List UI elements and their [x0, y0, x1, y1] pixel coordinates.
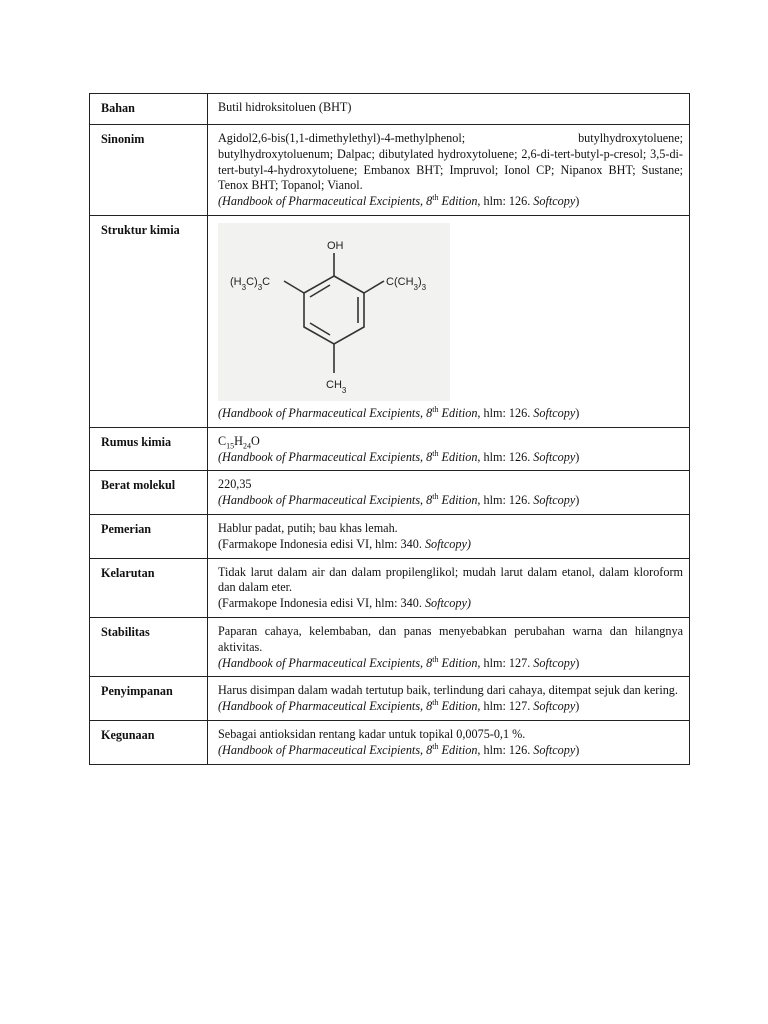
table-row [90, 125, 690, 216]
row-value [208, 720, 690, 764]
chemical-structure-image [218, 223, 450, 401]
benzene-ring [284, 253, 384, 373]
row-value [208, 471, 690, 515]
row-value [208, 677, 690, 721]
row-value [208, 514, 690, 558]
row-label: Rumus kimia [90, 427, 208, 471]
row-label: Stabilitas [90, 617, 208, 676]
row-label: Penyimpanan [90, 677, 208, 721]
left-tbutyl-label: $(H_3C)_3C$ [230, 275, 271, 292]
description-text: Hablur padat, putih; bau khas lemah. [218, 520, 398, 535]
row-label: Berat molekul [90, 471, 208, 515]
excipient-properties-table [89, 93, 690, 765]
table-row [90, 427, 690, 471]
bht-structure-diagram [218, 223, 450, 401]
row-label: Bahan [90, 94, 208, 125]
hydroxyl-label: OH [327, 239, 344, 252]
methyl-label: $CH_3$ [326, 378, 347, 395]
row-label: Kelarutan [90, 558, 208, 617]
row-label: Struktur kimia [90, 215, 208, 427]
row-value [208, 215, 690, 427]
table-row [90, 617, 690, 676]
table-row [90, 215, 690, 427]
table-row [90, 720, 690, 764]
chemical-formula: $C_{15}H_{24}O$ [218, 433, 260, 451]
right-tbutyl-label: $C(CH_3)_3$ [386, 275, 427, 292]
table-row [90, 558, 690, 617]
usage-text: Sebagai antioksidan rentang kadar untuk topikal 0,0075-0,1 %. [218, 726, 526, 741]
row-value [208, 427, 690, 471]
reference-citation: (Handbook of Pharmaceutical Excipients, 8th Edition, hlm: 126. Softcopy) [218, 193, 580, 209]
row-value [208, 617, 690, 676]
row-label: Kegunaan [90, 720, 208, 764]
table-row [90, 677, 690, 721]
row-value [208, 94, 690, 125]
material-name: Butil hidroksitoluen (BHT) [218, 100, 352, 114]
table-row [90, 94, 690, 125]
reference-citation: (Handbook of Pharmaceutical Excipients, 8th Edition, hlm: 126. Softcopy) [218, 492, 580, 508]
reference-citation: (Handbook of Pharmaceutical Excipients, 8th Edition, hlm: 127. Softcopy) [218, 698, 580, 714]
reference-citation: (Farmakope Indonesia edisi VI, hlm: 340. Softcopy) [218, 596, 471, 611]
row-label: Sinonim [90, 125, 208, 216]
stability-text: Paparan cahaya, kelembaban, dan panas menyebabkan perubahan warna dan hilangnya aktivitas. [218, 623, 683, 654]
synonyms-text: Agidol2,6-bis(1,1-dimethylethyl)-4-methylphenol; butylhydroxytoluene; butylhydroxytoluenum; Dalpac; dibutylated hydroxytoluene; 2,6-di-tert-butyl-p-cresol; 3,5-di-tert-butyl-4-hydroxytoluene; Embanox BHT; Impruvol; Ionol CP; Nipanox BHT; Sustane; Tenox BHT; Topanol; Vianol. [218, 131, 683, 193]
row-label: Pemerian [90, 514, 208, 558]
reference-citation: (Handbook of Pharmaceutical Excipients, 8th Edition, hlm: 127. Softcopy) [218, 654, 580, 670]
reference-citation: (Handbook of Pharmaceutical Excipients, 8th Edition, hlm: 126. Softcopy) [218, 448, 580, 464]
table-row [90, 514, 690, 558]
solubility-text: Tidak larut dalam air dan dalam propilenglikol; mudah larut dalam etanol, dalam kloroform dan dalam eter. [218, 564, 683, 595]
table-row [90, 471, 690, 515]
storage-text: Harus disimpan dalam wadah tertutup baik, terlindung dari cahaya, ditempat sejuk dan kering. [218, 683, 678, 698]
reference-citation: (Handbook of Pharmaceutical Excipients, 8th Edition, hlm: 126. Softcopy) [218, 741, 580, 757]
row-value [208, 125, 690, 216]
molecular-weight: 220,35 [218, 477, 252, 492]
row-value [208, 558, 690, 617]
reference-citation: (Handbook of Pharmaceutical Excipients, 8th Edition, hlm: 126. Softcopy) [218, 404, 580, 420]
reference-citation: (Farmakope Indonesia edisi VI, hlm: 340. Softcopy) [218, 536, 471, 551]
